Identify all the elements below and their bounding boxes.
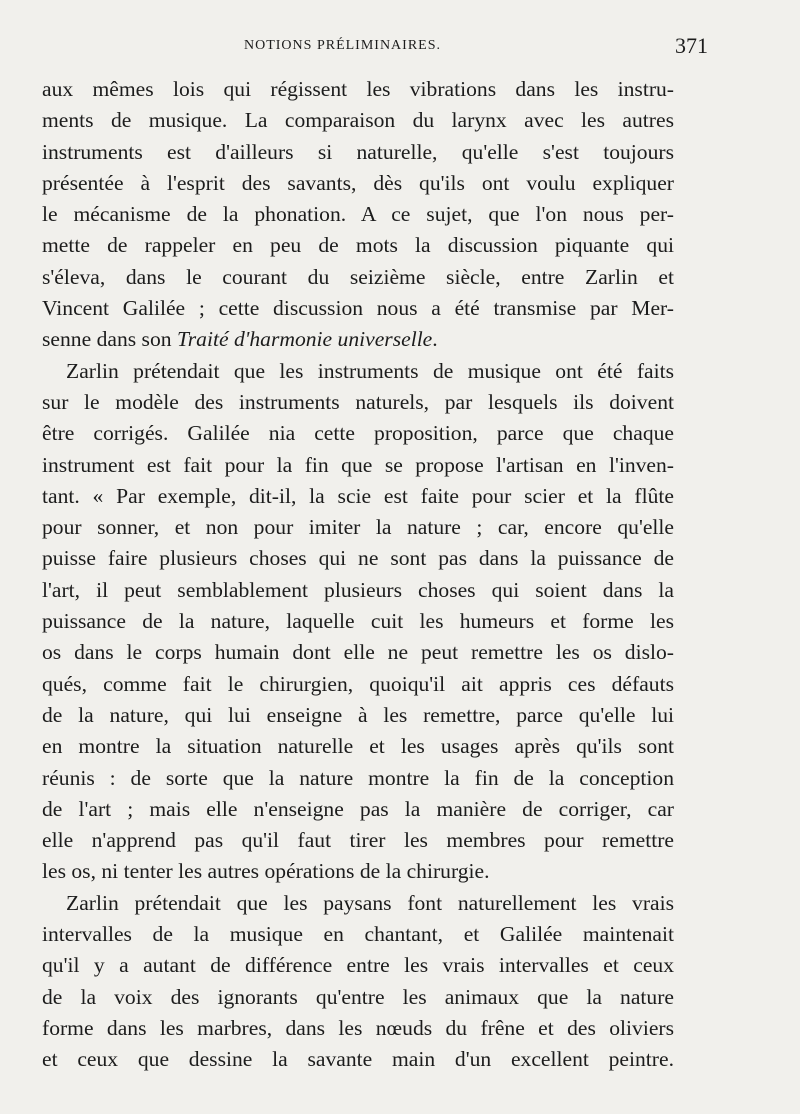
text-line: Vincent Galilée ; cette discussion nous a été transmise par Mer-	[42, 296, 674, 321]
text-line: l'art, il peut semblablement plusieurs choses qui soient dans la	[42, 577, 674, 602]
body-text	[42, 74, 674, 1076]
text-line: être corrigés. Galilée nia cette proposition, parce que chaque	[42, 421, 674, 446]
paragraph	[42, 74, 674, 356]
text-span: .	[432, 327, 438, 352]
text-line: os dans le corps humain dont elle ne peut remettre les os dislo-	[42, 640, 674, 665]
text-line: tant. « Par exemple, dit-il, la scie est faite pour scier et la flûte	[42, 483, 674, 508]
text-line: instrument est fait pour la fin que se propose l'artisan en l'inven-	[42, 452, 674, 477]
text-line: intervalles de la musique en chantant, et Galilée maintenait	[42, 922, 674, 947]
page-number: 371	[675, 33, 708, 58]
text-line: mette de rappeler en peu de mots la discussion piquante qui	[42, 233, 674, 258]
text-line: Zarlin prétendait que les paysans font naturellement les vrais	[66, 890, 674, 915]
text-line: puissance de la nature, laquelle cuit les humeurs et forme les	[42, 609, 674, 634]
text-line: elle n'apprend pas qu'il faut tirer les membres pour remettre	[42, 828, 674, 853]
text-line: de la nature, qui lui enseigne à les remettre, parce qu'elle lui	[42, 702, 674, 727]
text-line: puisse faire plusieurs choses qui ne sont pas dans la puissance de	[42, 546, 674, 571]
text-line: le mécanisme de la phonation. A ce sujet, que l'on nous per-	[42, 202, 674, 227]
text-line: aux mêmes lois qui régissent les vibrations dans les instru-	[42, 77, 674, 101]
paragraph	[42, 356, 674, 888]
text-line: de la voix des ignorants qu'entre les animaux que la nature	[42, 984, 674, 1009]
text-line: en montre la situation naturelle et les usages après qu'ils sont	[42, 734, 674, 759]
paragraph	[42, 888, 674, 1076]
text-line: qu'il y a autant de différence entre les vrais intervalles et ceux	[42, 953, 674, 978]
text-line-with-title	[42, 324, 674, 355]
text-line: et ceux que dessine la savante main d'un excellent peintre.	[42, 1047, 674, 1072]
running-head	[42, 33, 708, 60]
text-line: instruments est d'ailleurs si naturelle, qu'elle s'est toujours	[42, 139, 674, 164]
text-line: s'éleva, dans le courant du seizième siècle, entre Zarlin et	[42, 264, 674, 289]
text-line: réunis : de sorte que la nature montre la fin de la conception	[42, 765, 674, 790]
text-line: présentée à l'esprit des savants, dès qu'ils ont voulu expliquer	[42, 170, 674, 195]
text-line: les os, ni tenter les autres opérations de la chirurgie.	[42, 859, 490, 884]
text-line: qués, comme fait le chirurgien, quoiqu'il ait appris ces défauts	[42, 671, 674, 696]
book-title: Traité d'harmonie universelle	[176, 327, 433, 352]
text-span: senne dans son	[42, 327, 177, 352]
text-line: de l'art ; mais elle n'enseigne pas la manière de corriger, car	[42, 796, 674, 821]
text-line: Zarlin prétendait que les instruments de musique ont été faits	[66, 358, 674, 383]
text-line: forme dans les marbres, dans les nœuds du frêne et des oliviers	[42, 1015, 674, 1040]
text-line: pour sonner, et non pour imiter la nature ; car, encore qu'elle	[42, 515, 674, 540]
text-line: sur le modèle des instruments naturels, par lesquels ils doivent	[42, 389, 674, 414]
text-line: ments de musique. La comparaison du larynx avec les autres	[42, 108, 674, 133]
running-title: NOTIONS PRÉLIMINAIRES.	[244, 38, 441, 53]
